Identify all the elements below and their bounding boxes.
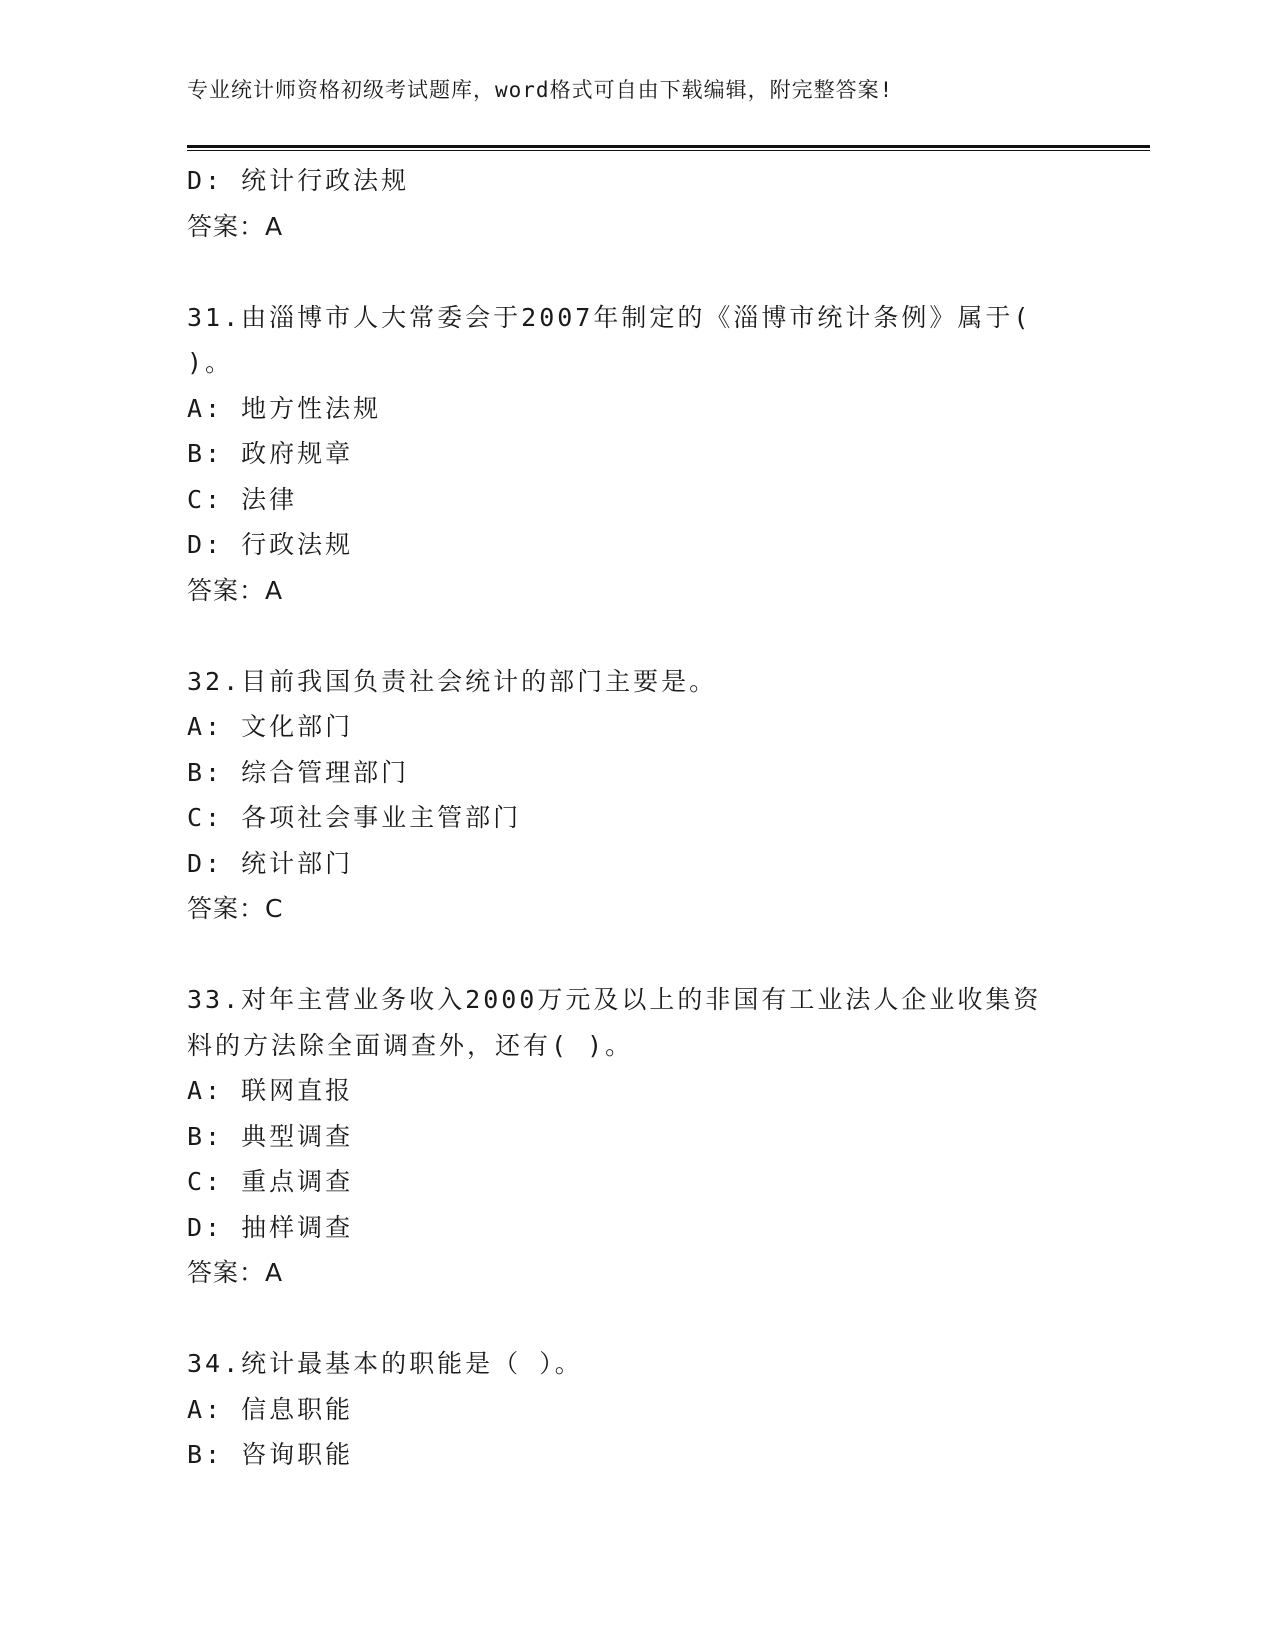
page-header: 专业统计师资格初级考试题库，word格式可自由下载编辑，附完整答案! <box>187 78 894 102</box>
option-d: D: 行政法规 <box>187 530 354 559</box>
spacer <box>187 249 1067 295</box>
option-a: A: 地方性法规 <box>187 393 382 423</box>
answer-line: 答案：A <box>187 1258 284 1287</box>
question-stem: 34.统计最基本的职能是（ ）。 <box>187 1349 583 1378</box>
option-a: A: 文化部门 <box>187 712 354 741</box>
option-b: B: 典型调查 <box>187 1121 354 1151</box>
option-c: C: 法律 <box>187 484 298 514</box>
question-stem-continued: )。 <box>187 348 234 377</box>
answer-line: 答案：C <box>187 894 284 923</box>
question-stem: 32.目前我国负责社会统计的部门主要是。 <box>187 666 718 696</box>
answer-line: 答案：A <box>187 211 284 241</box>
question-stem: 33.对年主营业务收入2000万元及以上的非国有工业法人企业收集资 <box>187 985 1042 1014</box>
spacer <box>187 932 1067 978</box>
option-c: C: 重点调查 <box>187 1167 354 1196</box>
option-d: D: 统计部门 <box>187 848 354 878</box>
option-b: B: 政府规章 <box>187 439 354 468</box>
spacer <box>187 1296 1067 1342</box>
header-rule-thick <box>187 145 1150 148</box>
question-content <box>187 158 1067 1478</box>
question-stem: 31.由淄博市人大常委会于2007年制定的《淄博市统计条例》属于( <box>187 302 1032 332</box>
header-rule-thin <box>187 150 1150 151</box>
option-b: B: 综合管理部门 <box>187 757 410 787</box>
option-a: A: 联网直报 <box>187 1076 354 1105</box>
option-d: D: 统计行政法规 <box>187 166 410 195</box>
question-stem-continued: 料的方法除全面调查外，还有( )。 <box>187 1030 634 1060</box>
answer-line: 答案：A <box>187 575 284 605</box>
spacer <box>187 613 1067 659</box>
option-d: D: 抽样调查 <box>187 1212 354 1242</box>
option-a: A: 信息职能 <box>187 1394 354 1424</box>
option-c: C: 各项社会事业主管部门 <box>187 803 522 832</box>
option-b: B: 咨询职能 <box>187 1440 354 1469</box>
